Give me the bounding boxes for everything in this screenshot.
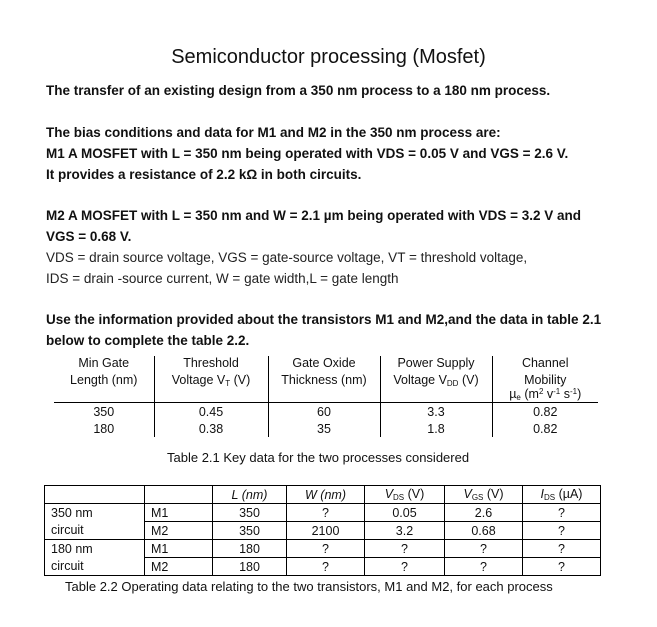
header-text: s xyxy=(560,387,570,401)
process-data-table xyxy=(54,356,598,437)
table-cell: M1 xyxy=(145,504,213,522)
table-cell: 180 xyxy=(213,540,287,558)
header-threshold-voltage xyxy=(154,356,268,403)
table-cell: 180 xyxy=(93,421,115,436)
header-text: V xyxy=(463,487,472,501)
table-cell: 60 xyxy=(268,403,380,421)
header-text: (V) xyxy=(230,373,251,387)
page-title: Semiconductor processing (Mosfet) xyxy=(171,46,486,68)
table-cell: ? xyxy=(445,540,523,558)
header-sub: DS xyxy=(393,493,405,502)
bias-line-1: The bias conditions and data for M1 and M2 in the 350 nm process are: xyxy=(46,125,501,140)
header-sub: e xyxy=(516,393,521,402)
header-power-supply xyxy=(380,356,492,403)
header-text: (V) xyxy=(483,487,504,501)
header-sup: -1 xyxy=(553,387,561,396)
header-text: L (nm) xyxy=(231,487,268,502)
task-line-1: Use the information provided about the transistors M1 and M2,and the data in table 2.1 xyxy=(46,312,602,327)
table-cell xyxy=(45,486,145,504)
table-cell: 350 xyxy=(93,404,115,419)
header-text xyxy=(493,387,599,402)
table-cell: ? xyxy=(365,540,445,558)
header-vds xyxy=(365,486,445,504)
table-cell: 350 xyxy=(213,504,287,522)
header-text: (m xyxy=(520,387,539,401)
operating-data-table xyxy=(44,485,601,576)
intro-text: The transfer of an existing design from a 350 nm process to a 180 nm process. xyxy=(46,83,551,98)
header-length xyxy=(213,486,287,504)
table-cell: M1 xyxy=(145,540,213,558)
definitions-line-2: IDS = drain -source current, W = gate width,L = gate length xyxy=(46,271,399,286)
table-caption-2-2: Table 2.2 Operating data relating to the two transistors, M1 and M2, for each process xyxy=(65,579,553,594)
table-cell: 0.82 xyxy=(492,403,598,421)
table-row xyxy=(45,540,601,558)
header-text: Thickness (nm) xyxy=(281,373,367,387)
table-cell: ? xyxy=(287,558,365,576)
table-row xyxy=(45,558,601,576)
table-cell: M2 xyxy=(145,558,213,576)
header-text: Channel xyxy=(521,356,569,370)
header-text: Voltage V xyxy=(393,373,447,387)
header-sup: -1 xyxy=(569,387,578,396)
table-cell: 3.2 xyxy=(365,522,445,540)
header-text: (V) xyxy=(404,487,425,501)
header-sub: DS xyxy=(544,493,556,502)
group-label: circuit xyxy=(45,558,145,576)
header-sub: GS xyxy=(471,493,484,502)
table-row xyxy=(54,420,598,437)
table-cell xyxy=(145,486,213,504)
table-cell: 350 xyxy=(213,522,287,540)
table-cell: ? xyxy=(523,558,601,576)
header-text: (V) xyxy=(458,373,479,387)
table-row xyxy=(54,403,598,421)
header-text: Min Gate xyxy=(78,356,130,370)
table-cell: ? xyxy=(287,540,365,558)
header-text: W (nm) xyxy=(305,487,346,502)
table-cell: 35 xyxy=(268,420,380,437)
header-text xyxy=(381,373,492,388)
header-channel-mobility xyxy=(492,356,598,403)
group-label: circuit xyxy=(45,522,145,540)
table-cell: 1.8 xyxy=(380,420,492,437)
table-cell: ? xyxy=(445,558,523,576)
bias-line-3: It provides a resistance of 2.2 kΩ in both circuits. xyxy=(46,167,362,182)
header-text: v xyxy=(543,387,554,401)
header-text: Gate Oxide xyxy=(292,356,356,370)
header-min-gate-length xyxy=(54,356,154,403)
table-cell: M2 xyxy=(145,522,213,540)
table-cell: ? xyxy=(523,504,601,522)
header-text xyxy=(155,373,268,388)
header-sub: T xyxy=(225,379,231,388)
table-cell: ? xyxy=(523,522,601,540)
header-text: Threshold xyxy=(183,356,239,370)
header-sub: DD xyxy=(446,379,459,388)
header-sup: 2 xyxy=(538,387,544,396)
group-label: 180 nm xyxy=(45,540,145,558)
header-gate-oxide xyxy=(268,356,380,403)
table-cell: ? xyxy=(523,540,601,558)
header-text: (µA) xyxy=(555,487,583,501)
table-cell: 3.3 xyxy=(380,403,492,421)
header-text: Voltage V xyxy=(171,373,226,387)
table-cell: 0.05 xyxy=(365,504,445,522)
header-vgs xyxy=(445,486,523,504)
table-cell: 180 xyxy=(213,558,287,576)
table-cell: 0.38 xyxy=(154,420,268,437)
table-cell: 2100 xyxy=(287,522,365,540)
task-line-2: below to complete the table 2.2. xyxy=(46,333,250,348)
header-text: V xyxy=(384,487,394,501)
table-row xyxy=(45,522,601,540)
m2-line-1: M2 A MOSFET with L = 350 nm and W = 2.1 µm being operated with VDS = 3.2 V and xyxy=(46,208,582,223)
header-text: Power Supply xyxy=(397,356,475,370)
m2-line-2: VGS = 0.68 V. xyxy=(46,229,132,244)
table-cell: 2.6 xyxy=(445,504,523,522)
header-ids xyxy=(523,486,601,504)
definitions-line-1: VDS = drain source voltage, VGS = gate-source voltage, VT = threshold voltage, xyxy=(46,250,528,265)
table-cell: 0.45 xyxy=(154,403,268,421)
table-caption-2-1: Table 2.1 Key data for the two processes considered xyxy=(167,450,470,465)
table-row xyxy=(45,504,601,522)
group-label: 350 nm xyxy=(45,504,145,522)
table-cell: 0.68 xyxy=(445,522,523,540)
table-cell: 0.82 xyxy=(492,420,598,437)
header-width xyxy=(287,486,365,504)
table-cell: ? xyxy=(287,504,365,522)
bias-line-2: M1 A MOSFET with L = 350 nm being operated with VDS = 0.05 V and VGS = 2.6 V. xyxy=(46,146,569,161)
header-text: Length (nm) xyxy=(70,373,138,387)
header-text: I xyxy=(540,487,544,501)
table-cell: ? xyxy=(365,558,445,576)
header-text: Mobility xyxy=(524,373,567,387)
header-text: µ xyxy=(509,387,517,401)
header-text: ) xyxy=(577,387,582,401)
table-header-row xyxy=(45,486,601,504)
